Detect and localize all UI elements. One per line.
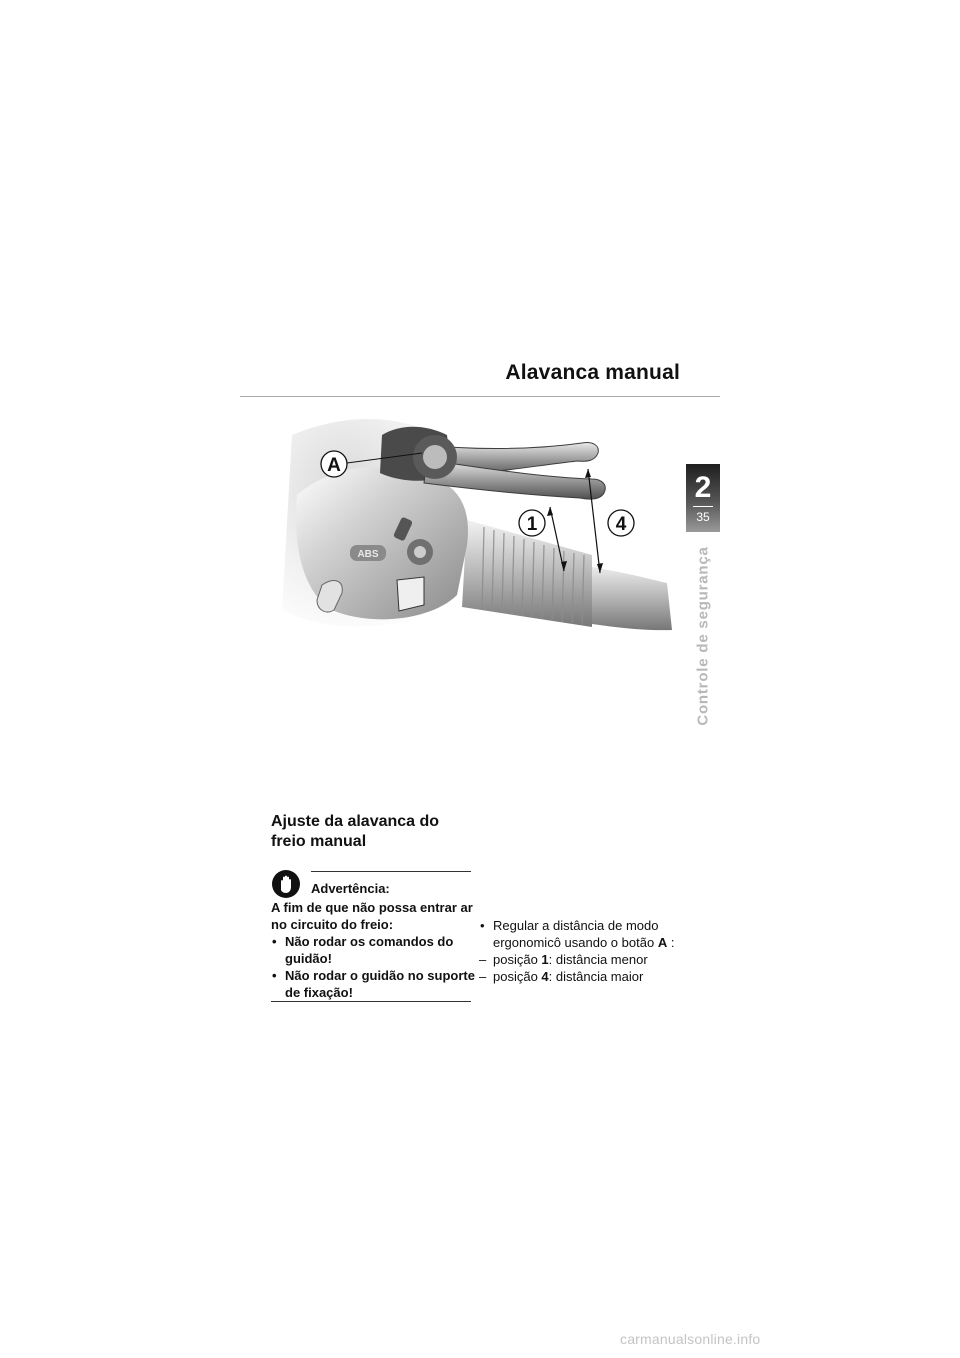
stop-hand-icon bbox=[271, 869, 301, 899]
abs-button-text: ABS bbox=[357, 549, 379, 560]
warning-label: Advertência: bbox=[311, 881, 390, 896]
watermark: carmanualsonline.info bbox=[620, 1331, 761, 1347]
page-number: 35 bbox=[696, 510, 710, 524]
instruction-bullet: • Regular a distância de modo ergonomicô usando o botão A : bbox=[479, 917, 694, 951]
callout-1: 1 bbox=[526, 514, 538, 535]
warning-top-rule bbox=[311, 871, 471, 872]
chapter-number: 2 bbox=[694, 471, 712, 504]
instruction-ref: A bbox=[657, 935, 668, 950]
callout-4: 4 bbox=[615, 514, 627, 535]
warning-item: • Não rodar os comandos do guidão! bbox=[271, 933, 476, 967]
chapter-tab bbox=[686, 464, 720, 532]
warning-intro: A fim de que não possa entrar ar no circuito do freio: bbox=[271, 900, 473, 932]
position-item: – posição 4: distância maior bbox=[479, 968, 694, 985]
brake-lever-illustration bbox=[262, 405, 680, 655]
position-number: 1 bbox=[541, 952, 549, 967]
page-title: Alavanca manual bbox=[505, 361, 680, 384]
warning-item: • Não rodar o guidão no suporte de fixação! bbox=[271, 967, 476, 1001]
instructions bbox=[479, 917, 694, 985]
chapter-side-label: Controle de segurança bbox=[694, 546, 712, 726]
section-title: Ajuste da alavanca do freio manual bbox=[271, 813, 440, 850]
warning-body bbox=[271, 899, 476, 1001]
position-number: 4 bbox=[541, 969, 549, 984]
callout-a: A bbox=[327, 455, 341, 476]
position-item: – posição 1: distância menor bbox=[479, 951, 694, 968]
chapter-tab-divider bbox=[693, 506, 713, 507]
title-divider bbox=[240, 396, 720, 397]
warning-bottom-rule bbox=[271, 1001, 471, 1002]
